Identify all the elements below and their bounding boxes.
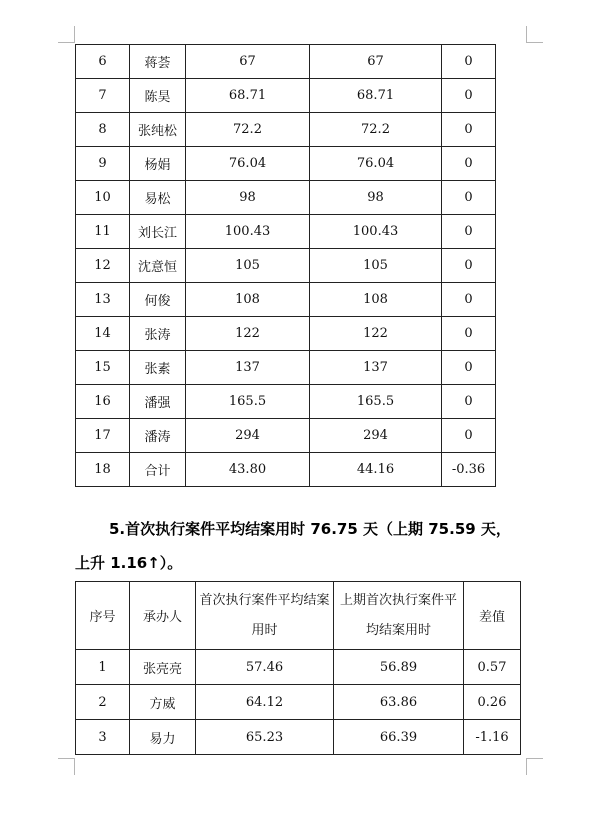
table-row: [76, 685, 521, 720]
table-cell: 165.5: [186, 385, 310, 419]
handler-duration-table-continued: [75, 44, 496, 487]
table-cell: 潘涛: [130, 419, 186, 453]
table-cell: 1: [76, 650, 130, 685]
table-cell: 18: [76, 453, 130, 487]
table-cell: 0.26: [464, 685, 521, 720]
table-row: [76, 720, 521, 755]
table-cell: 63.86: [334, 685, 464, 720]
table-cell: 105: [186, 249, 310, 283]
table-cell: 3: [76, 720, 130, 755]
table-row: [76, 419, 496, 453]
table-cell: 137: [310, 351, 442, 385]
table-cell: 0: [442, 249, 496, 283]
table-cell: 67: [186, 45, 310, 79]
table-cell: -1.16: [464, 720, 521, 755]
table-cell: 44.16: [310, 453, 442, 487]
table-row: [76, 79, 496, 113]
section-5-heading-line1: 5.首次执行案件平均结案用时 76.75 天（上期 75.59 天，: [109, 520, 511, 538]
table-cell: 易松: [130, 181, 186, 215]
table-row: [76, 181, 496, 215]
table-cell: 14: [76, 317, 130, 351]
table-cell: 13: [76, 283, 130, 317]
table-cell: 98: [310, 181, 442, 215]
page-corner-mark: [58, 758, 75, 775]
table-cell: 0.57: [464, 650, 521, 685]
table-cell: 0: [442, 419, 496, 453]
header-cell: 序号: [76, 582, 130, 650]
page-corner-mark: [526, 758, 543, 775]
table-cell: 137: [186, 351, 310, 385]
table-cell: 0: [442, 215, 496, 249]
table-cell: 122: [310, 317, 442, 351]
table-cell: 杨娟: [130, 147, 186, 181]
table-cell: 0: [442, 317, 496, 351]
table-cell: 0: [442, 147, 496, 181]
table-cell: 张素: [130, 351, 186, 385]
table-cell: 方威: [130, 685, 196, 720]
table-row: [76, 283, 496, 317]
table-cell: 易力: [130, 720, 196, 755]
table-cell: 2: [76, 685, 130, 720]
table-cell: 67: [310, 45, 442, 79]
table-cell: 64.12: [196, 685, 334, 720]
table-cell: 0: [442, 385, 496, 419]
table-cell: 43.80: [186, 453, 310, 487]
table-cell: 合计: [130, 453, 186, 487]
table-cell: 100.43: [186, 215, 310, 249]
table-row: [76, 650, 521, 685]
table-cell: 7: [76, 79, 130, 113]
table-cell: 68.71: [186, 79, 310, 113]
table-cell: 沈意恒: [130, 249, 186, 283]
table-cell: 98: [186, 181, 310, 215]
section-5-heading: [75, 512, 535, 580]
table-cell: 何俊: [130, 283, 186, 317]
table-row: [76, 249, 496, 283]
table-row: [76, 385, 496, 419]
table-cell: 张纯松: [130, 113, 186, 147]
table-cell: 65.23: [196, 720, 334, 755]
table-row: [76, 351, 496, 385]
header-cell: 承办人: [130, 582, 196, 650]
table-cell: 张涛: [130, 317, 186, 351]
table-cell: 76.04: [186, 147, 310, 181]
page-corner-mark: [58, 26, 75, 43]
table-cell: 72.2: [186, 113, 310, 147]
table-cell: 12: [76, 249, 130, 283]
table-cell: 8: [76, 113, 130, 147]
table-cell: 122: [186, 317, 310, 351]
table-cell: 10: [76, 181, 130, 215]
table-cell: 56.89: [334, 650, 464, 685]
table-cell: 16: [76, 385, 130, 419]
table-header-row: [76, 582, 521, 650]
table-cell: 0: [442, 113, 496, 147]
table-row: [76, 147, 496, 181]
page-corner-mark: [526, 26, 543, 43]
table-cell: 294: [186, 419, 310, 453]
table-cell: 108: [310, 283, 442, 317]
table-row: [76, 215, 496, 249]
table-cell: 17: [76, 419, 130, 453]
table-cell: 0: [442, 181, 496, 215]
table-cell: 105: [310, 249, 442, 283]
table-row: [76, 317, 496, 351]
table-cell: 刘长江: [130, 215, 186, 249]
table-cell: 72.2: [310, 113, 442, 147]
table-cell: 0: [442, 351, 496, 385]
table-row: [76, 453, 496, 487]
header-cell: 上期首次执行案件平均结案用时: [334, 582, 464, 650]
table-cell: 294: [310, 419, 442, 453]
table-cell: 165.5: [310, 385, 442, 419]
table-cell: 108: [186, 283, 310, 317]
first-execution-duration-table: [75, 581, 521, 755]
table-row: [76, 113, 496, 147]
table-cell: 76.04: [310, 147, 442, 181]
table-cell: 15: [76, 351, 130, 385]
table-cell: 57.46: [196, 650, 334, 685]
table-cell: 潘强: [130, 385, 186, 419]
table-cell: 11: [76, 215, 130, 249]
table-cell: 蒋荟: [130, 45, 186, 79]
table-cell: 0: [442, 283, 496, 317]
table-cell: 张亮亮: [130, 650, 196, 685]
table-cell: -0.36: [442, 453, 496, 487]
table-cell: 6: [76, 45, 130, 79]
table-cell: 9: [76, 147, 130, 181]
table-cell: 0: [442, 79, 496, 113]
section-5-heading-line2: 上升 1.16↑）。: [75, 554, 183, 572]
table-cell: 68.71: [310, 79, 442, 113]
table-row: [76, 45, 496, 79]
header-cell: 首次执行案件平均结案用时: [196, 582, 334, 650]
table-cell: 100.43: [310, 215, 442, 249]
header-cell: 差值: [464, 582, 521, 650]
table-cell: 66.39: [334, 720, 464, 755]
table-cell: 0: [442, 45, 496, 79]
table-cell: 陈昊: [130, 79, 186, 113]
